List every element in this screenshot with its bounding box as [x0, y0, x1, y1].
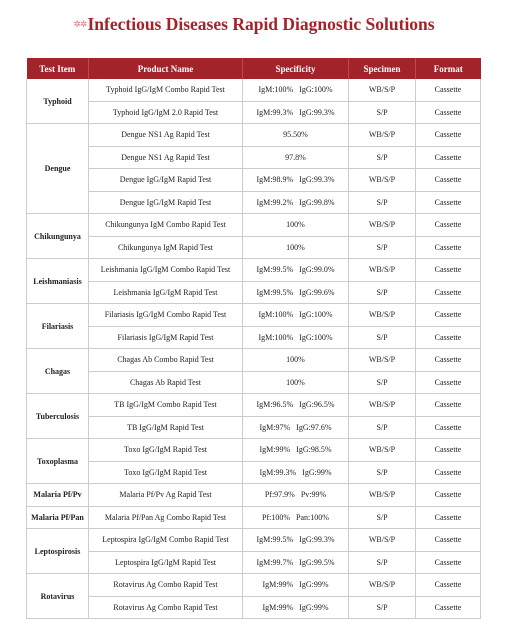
- product-name-cell: Leishmania IgG/IgM Combo Rapid Test: [89, 259, 243, 282]
- specimen-cell: WB/S/P: [349, 529, 416, 552]
- format-cell: Cassette: [416, 101, 481, 124]
- format-cell: Cassette: [416, 259, 481, 282]
- table-row: [27, 124, 481, 147]
- format-cell: Cassette: [416, 349, 481, 372]
- specimen-cell: S/P: [349, 506, 416, 529]
- specificity-cell: IgM:100% IgG:100%: [243, 326, 349, 349]
- specificity-cell: IgM:99.2% IgG:99.8%: [243, 191, 349, 214]
- table-row: [27, 101, 481, 124]
- column-header-test-item: Test Item: [27, 58, 89, 79]
- specificity-cell: IgM:99.3% IgG:99.3%: [243, 101, 349, 124]
- format-cell: Cassette: [416, 461, 481, 484]
- format-cell: Cassette: [416, 439, 481, 462]
- test-item-cell: Typhoid: [27, 79, 89, 124]
- specimen-cell: WB/S/P: [349, 259, 416, 282]
- table-row: [27, 394, 481, 417]
- format-cell: Cassette: [416, 416, 481, 439]
- table-row: [27, 146, 481, 169]
- table-row: [27, 281, 481, 304]
- product-name-cell: Typhoid IgG/IgM 2.0 Rapid Test: [89, 101, 243, 124]
- product-name-cell: Filariasis IgG/IgM Rapid Test: [89, 326, 243, 349]
- product-name-cell: Typhoid IgG/IgM Combo Rapid Test: [89, 79, 243, 101]
- format-cell: Cassette: [416, 146, 481, 169]
- specimen-cell: S/P: [349, 281, 416, 304]
- format-cell: Cassette: [416, 169, 481, 192]
- product-name-cell: Dengue NS1 Ag Rapid Test: [89, 146, 243, 169]
- table-row: [27, 484, 481, 507]
- table-row: [27, 506, 481, 529]
- test-item-cell: Leptospirosis: [27, 529, 89, 574]
- specimen-cell: WB/S/P: [349, 214, 416, 237]
- specificity-cell: IgM:99.5% IgG:99.6%: [243, 281, 349, 304]
- specificity-cell: IgM:99.5% IgG:99.3%: [243, 529, 349, 552]
- product-name-cell: Chagas Ab Combo Rapid Test: [89, 349, 243, 372]
- product-name-cell: Rotavirus Ag Combo Rapid Test: [89, 574, 243, 597]
- product-name-cell: Chikungunya IgM Rapid Test: [89, 236, 243, 259]
- specificity-cell: IgM:100% IgG:100%: [243, 304, 349, 327]
- format-cell: Cassette: [416, 596, 481, 619]
- test-item-cell: Tuberculosis: [27, 394, 89, 439]
- specificity-cell: IgM:100% IgG:100%: [243, 79, 349, 101]
- specificity-cell: IgM:96.5% IgG:96.5%: [243, 394, 349, 417]
- format-cell: Cassette: [416, 371, 481, 394]
- table-row: [27, 416, 481, 439]
- product-name-cell: Dengue IgG/IgM Rapid Test: [89, 169, 243, 192]
- product-name-cell: Toxo IgG/IgM Rapid Test: [89, 461, 243, 484]
- specificity-cell: IgM:99.7% IgG:99.5%: [243, 551, 349, 574]
- table-row: [27, 326, 481, 349]
- test-item-cell: Rotavirus: [27, 574, 89, 619]
- table-row: [27, 529, 481, 552]
- table-row: [27, 169, 481, 192]
- product-name-cell: Dengue IgG/IgM Rapid Test: [89, 191, 243, 214]
- specimen-cell: WB/S/P: [349, 79, 416, 101]
- product-name-cell: Leptospira IgG/IgM Rapid Test: [89, 551, 243, 574]
- table-row: [27, 551, 481, 574]
- table-body: [27, 79, 481, 619]
- specimen-cell: S/P: [349, 191, 416, 214]
- product-name-cell: TB IgG/IgM Rapid Test: [89, 416, 243, 439]
- title-ornament-icon: ✲✲: [73, 19, 87, 29]
- format-cell: Cassette: [416, 506, 481, 529]
- column-header-specificity: Specificity: [243, 58, 349, 79]
- specimen-cell: WB/S/P: [349, 124, 416, 147]
- product-name-cell: Toxo IgG/IgM Rapid Test: [89, 439, 243, 462]
- test-item-cell: Dengue: [27, 124, 89, 214]
- table-row: [27, 304, 481, 327]
- specificity-cell: 100%: [243, 214, 349, 237]
- specificity-cell: 100%: [243, 371, 349, 394]
- product-name-cell: Malaria Pf/Pv Ag Rapid Test: [89, 484, 243, 507]
- table-header-row: [27, 58, 481, 79]
- specimen-cell: WB/S/P: [349, 439, 416, 462]
- specificity-cell: IgM:99% IgG:99%: [243, 574, 349, 597]
- specificity-cell: IgM:99.3% IgG:99%: [243, 461, 349, 484]
- specificity-cell: IgM:99.5% IgG:99.0%: [243, 259, 349, 282]
- product-name-cell: Filariasis IgG/IgM Combo Rapid Test: [89, 304, 243, 327]
- format-cell: Cassette: [416, 236, 481, 259]
- specificity-cell: 100%: [243, 236, 349, 259]
- test-item-cell: Filariasis: [27, 304, 89, 349]
- specimen-cell: S/P: [349, 146, 416, 169]
- table-row: [27, 349, 481, 372]
- table-row: [27, 574, 481, 597]
- format-cell: Cassette: [416, 214, 481, 237]
- specimen-cell: WB/S/P: [349, 574, 416, 597]
- format-cell: Cassette: [416, 79, 481, 101]
- product-name-cell: Leptospira IgG/IgM Combo Rapid Test: [89, 529, 243, 552]
- specificity-cell: IgM:99% IgG:99%: [243, 596, 349, 619]
- format-cell: Cassette: [416, 529, 481, 552]
- column-header-specimen: Specimen: [349, 58, 416, 79]
- table-row: [27, 236, 481, 259]
- table-row: [27, 461, 481, 484]
- specificity-cell: IgM:99% IgG:98.5%: [243, 439, 349, 462]
- product-name-cell: Chikungunya IgM Combo Rapid Test: [89, 214, 243, 237]
- format-cell: Cassette: [416, 574, 481, 597]
- test-item-cell: Malaria Pf/Pv: [27, 484, 89, 507]
- column-header-format: Format: [416, 58, 481, 79]
- test-item-cell: Leishmaniasis: [27, 259, 89, 304]
- specificity-cell: IgM:98.9% IgG:99.3%: [243, 169, 349, 192]
- column-header-product-name: Product Name: [89, 58, 243, 79]
- table-row: [27, 596, 481, 619]
- specimen-cell: S/P: [349, 596, 416, 619]
- table-row: [27, 214, 481, 237]
- specimen-cell: S/P: [349, 101, 416, 124]
- table-row: [27, 259, 481, 282]
- table-row: [27, 79, 481, 101]
- specimen-cell: WB/S/P: [349, 169, 416, 192]
- specimen-cell: WB/S/P: [349, 484, 416, 507]
- table-row: [27, 439, 481, 462]
- specimen-cell: S/P: [349, 236, 416, 259]
- specimen-cell: S/P: [349, 551, 416, 574]
- page-title-text: Infectious Diseases Rapid Diagnostic Solutions: [87, 14, 435, 34]
- specimen-cell: S/P: [349, 416, 416, 439]
- specificity-cell: 100%: [243, 349, 349, 372]
- test-item-cell: Toxoplasma: [27, 439, 89, 484]
- product-name-cell: Malaria Pf/Pan Ag Combo Rapid Test: [89, 506, 243, 529]
- format-cell: Cassette: [416, 551, 481, 574]
- test-item-cell: Malaria Pf/Pan: [27, 506, 89, 529]
- format-cell: Cassette: [416, 281, 481, 304]
- product-name-cell: TB IgG/IgM Combo Rapid Test: [89, 394, 243, 417]
- specimen-cell: WB/S/P: [349, 304, 416, 327]
- format-cell: Cassette: [416, 304, 481, 327]
- specimen-cell: S/P: [349, 371, 416, 394]
- specimen-cell: WB/S/P: [349, 349, 416, 372]
- specificity-cell: Pf:97.9% Pv:99%: [243, 484, 349, 507]
- test-item-cell: Chagas: [27, 349, 89, 394]
- format-cell: Cassette: [416, 124, 481, 147]
- product-name-cell: Leishmania IgG/IgM Rapid Test: [89, 281, 243, 304]
- format-cell: Cassette: [416, 484, 481, 507]
- table-row: [27, 371, 481, 394]
- specificity-cell: IgM:97% IgG:97.6%: [243, 416, 349, 439]
- specificity-cell: 95.50%: [243, 124, 349, 147]
- product-name-cell: Dengue NS1 Ag Rapid Test: [89, 124, 243, 147]
- format-cell: Cassette: [416, 394, 481, 417]
- test-item-cell: Chikungunya: [27, 214, 89, 259]
- format-cell: Cassette: [416, 326, 481, 349]
- table-row: [27, 191, 481, 214]
- product-name-cell: Rotavirus Ag Combo Rapid Test: [89, 596, 243, 619]
- format-cell: Cassette: [416, 191, 481, 214]
- specimen-cell: S/P: [349, 326, 416, 349]
- page-title: [0, 14, 508, 35]
- product-name-cell: Chagas Ab Rapid Test: [89, 371, 243, 394]
- specificity-cell: Pf:100% Pan:100%: [243, 506, 349, 529]
- specificity-cell: 97.8%: [243, 146, 349, 169]
- products-table: [26, 58, 481, 619]
- specimen-cell: WB/S/P: [349, 394, 416, 417]
- specimen-cell: S/P: [349, 461, 416, 484]
